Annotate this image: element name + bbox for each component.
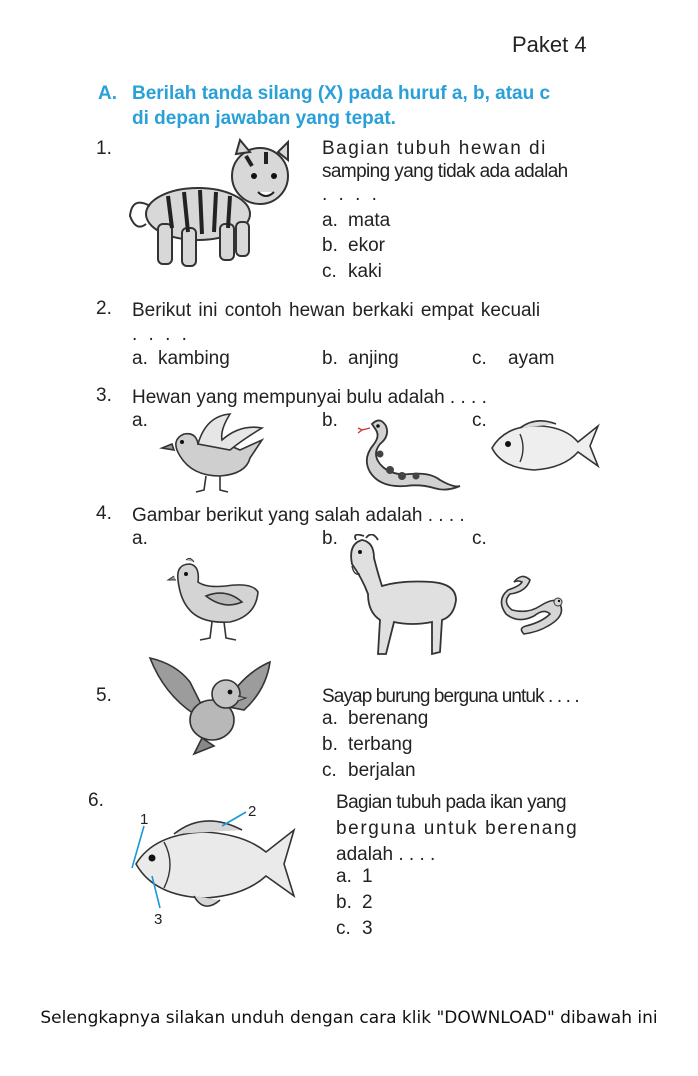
flying-bird-illustration bbox=[146, 654, 276, 764]
answer-option[interactable] bbox=[322, 261, 382, 283]
option-letter: c. bbox=[336, 918, 351, 939]
option-text: terbang bbox=[348, 734, 413, 755]
option-text: 1 bbox=[362, 866, 373, 887]
option-letter: c. bbox=[322, 760, 337, 781]
answer-option[interactable] bbox=[336, 866, 373, 888]
answer-option[interactable] bbox=[322, 760, 416, 782]
question-text-line: berguna untuk berenang bbox=[336, 818, 579, 839]
download-instruction: Selengkapnya silakan unduh dengan cara klik "DOWNLOAD" dibawah ini bbox=[40, 1008, 658, 1028]
option-text: anjing bbox=[348, 348, 399, 369]
answer-option[interactable] bbox=[322, 708, 428, 730]
option-letter[interactable]: c. bbox=[472, 528, 487, 549]
fish-icon[interactable] bbox=[486, 414, 602, 476]
labeled-fish-diagram bbox=[124, 796, 300, 936]
option-letter: b. bbox=[322, 348, 338, 369]
option-letter[interactable]: c. bbox=[472, 410, 487, 431]
tiger-cub-illustration bbox=[128, 136, 304, 276]
option-letter: b. bbox=[322, 235, 338, 256]
option-text: berjalan bbox=[348, 760, 416, 781]
bird-icon[interactable] bbox=[150, 410, 266, 496]
option-letter: b. bbox=[336, 892, 352, 913]
question-text-line: adalah . . . . bbox=[336, 844, 436, 865]
question-number: 3. bbox=[96, 385, 112, 406]
option-text: kaki bbox=[348, 261, 382, 282]
option-letter: a. bbox=[132, 348, 148, 369]
section-instruction-continued: di depan jawaban yang tepat. bbox=[132, 108, 396, 129]
question-number: 5. bbox=[96, 685, 112, 706]
answer-option[interactable] bbox=[336, 918, 373, 940]
question-text-line: Bagian tubuh pada ikan yang bbox=[336, 792, 566, 813]
question-number: 6. bbox=[88, 790, 104, 811]
question-number: 1. bbox=[96, 138, 112, 159]
option-letter[interactable]: b. bbox=[322, 410, 338, 431]
answer-option[interactable] bbox=[472, 348, 554, 370]
page-title: Paket 4 bbox=[512, 32, 587, 57]
fish-label: 2 bbox=[248, 803, 257, 820]
option-text: kambing bbox=[158, 348, 230, 369]
question-text-line: Gambar berikut yang salah adalah . . . . bbox=[132, 505, 465, 526]
option-letter[interactable]: a. bbox=[132, 410, 148, 431]
question-text-line: Hewan yang mempunyai bulu adalah . . . . bbox=[132, 387, 487, 408]
question-text-line: . . . . bbox=[132, 324, 190, 345]
question-text-line: samping yang tidak ada adalah bbox=[322, 161, 568, 182]
question-text-line: Bagian tubuh hewan di bbox=[322, 138, 547, 159]
question-text-line: Berikut ini contoh hewan berkaki empat kecuali bbox=[132, 300, 541, 321]
answer-option[interactable] bbox=[322, 210, 390, 232]
question-number: 4. bbox=[96, 503, 112, 524]
option-text: mata bbox=[348, 210, 391, 231]
hen-icon[interactable] bbox=[166, 558, 262, 644]
option-text: 3 bbox=[362, 918, 373, 939]
option-letter: a. bbox=[322, 708, 338, 729]
option-letter: b. bbox=[322, 734, 338, 755]
fish-label: 1 bbox=[140, 811, 149, 828]
option-text: ekor bbox=[348, 235, 385, 256]
option-letter[interactable]: b. bbox=[322, 528, 338, 549]
section-instruction: Berilah tanda silang (X) pada huruf a, b, atau c bbox=[132, 83, 551, 104]
answer-option[interactable] bbox=[322, 235, 385, 257]
snake-icon[interactable] bbox=[350, 414, 462, 492]
answer-option[interactable] bbox=[322, 734, 412, 756]
question-text-line: Sayap burung berguna untuk . . . . bbox=[322, 686, 579, 707]
question-text-line: . . . . bbox=[322, 184, 380, 205]
answer-option[interactable] bbox=[336, 892, 373, 914]
fish-label: 3 bbox=[154, 911, 163, 928]
answer-option[interactable] bbox=[322, 348, 399, 370]
option-text: berenang bbox=[348, 708, 429, 729]
question-number: 2. bbox=[96, 298, 112, 319]
option-letter: a. bbox=[336, 866, 352, 887]
snake-icon[interactable] bbox=[500, 572, 572, 640]
option-letter[interactable]: a. bbox=[132, 528, 148, 549]
option-text: ayam bbox=[508, 348, 555, 369]
option-letter: a. bbox=[322, 210, 338, 231]
answer-option[interactable] bbox=[132, 348, 230, 370]
option-letter: c. bbox=[322, 261, 337, 282]
section-letter: A. bbox=[98, 83, 117, 104]
option-letter: c. bbox=[472, 348, 487, 369]
goat-icon[interactable] bbox=[342, 534, 466, 664]
option-text: 2 bbox=[362, 892, 373, 913]
